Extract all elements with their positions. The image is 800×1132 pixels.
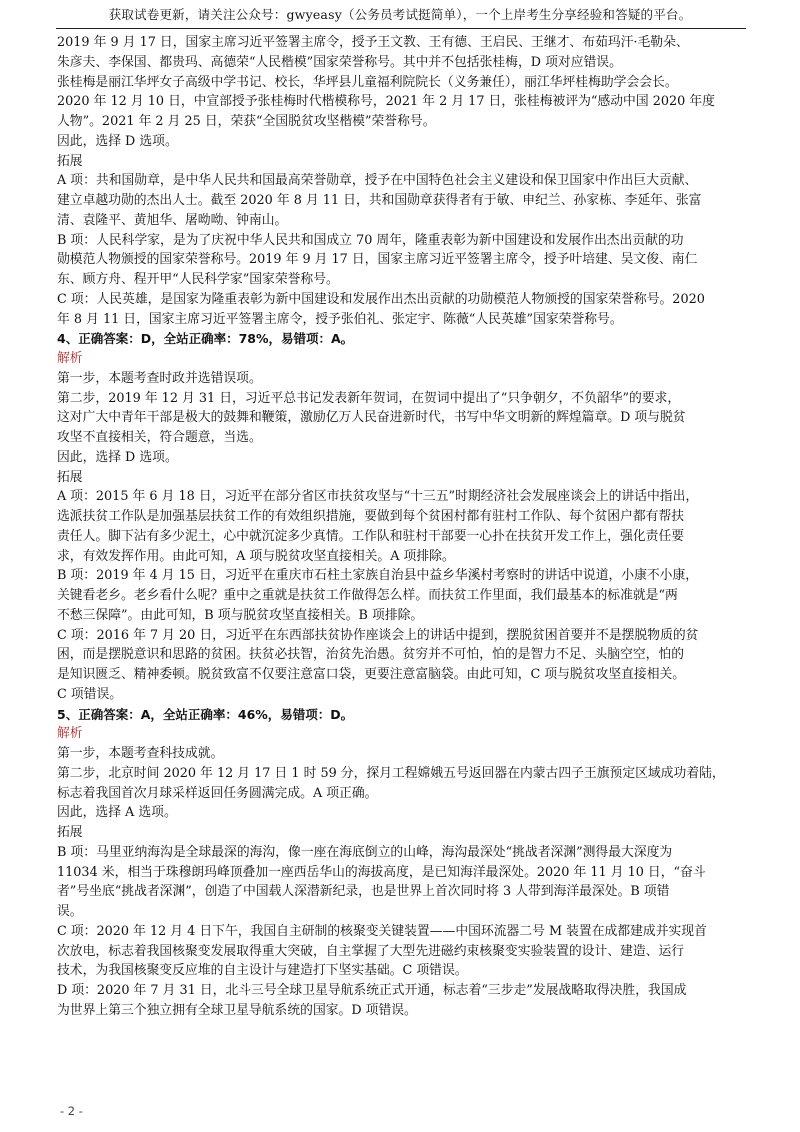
text-line: 年 8 月 11 日，国家主席习近平签署主席令，授予张伯礼、张定宇、陈薇“人民英雄”国家荣誉称号。 xyxy=(57,311,623,327)
text-line: 2019 年 9 月 17 日，国家主席习近平签署主席令，授予王文教、王有德、王启民、王继才、布茹玛汗·毛勒朵、 xyxy=(57,35,689,50)
text-line: D 项：2020 年 7 月 31 日，北斗三号全球卫星导航系统正式开通，标志着“三步走”发展战略取得决胜，我国成 xyxy=(57,983,687,998)
text-line: 拓展 xyxy=(57,469,83,485)
text-line: C 项：人民英雄，是国家为隆重表彰为新中国建设和发展作出杰出贡献的功勋模范人物颁授的国家荣誉称号。2020 xyxy=(57,291,705,307)
text-line: 11034 米，相当于珠穆朗玛峰顶叠加一座西岳华山的海拔高度，是已知海洋最深处。2020 年 11 月 10 日，“奋斗 xyxy=(57,864,706,880)
text-line: C 项：2020 年 12 月 4 日下午，我国自主研制的核聚变关键装置——中国环流器二号 M 装置在成都建成并实现首 xyxy=(57,923,707,939)
text-line: 第一步，本题考查科技成就。 xyxy=(57,746,224,761)
text-line: 次放电，标志着我国核聚变发展取得重大突破，自主掌握了大型先进磁约束核聚变实验装置的设计、建造、运行 xyxy=(57,943,685,959)
text-line: 这对广大中青年干部是极大的鼓舞和鞭策，激励亿万人民奋进新时代，书写中华文明新的辉煌篇章。D 项与脱贫 xyxy=(57,410,686,426)
text-line: 勋模范人物颁授的国家荣誉称号。2019 年 9 月 17 日，国家主席习近平签署主席令，授予叶培建、吴文俊、南仁 xyxy=(57,252,698,268)
text-line: B 项：马里亚纳海沟是全球最深的海沟，像一座在海底倒立的山峰，海沟最深处“挑战者深渊”测得最大深度为 xyxy=(57,844,673,860)
text-line: 拓展 xyxy=(57,825,83,840)
page-number: - 2 - xyxy=(60,1104,83,1118)
text-line: 标志着我国首次月球采样返回任务圆满完成。A 项正确。 xyxy=(57,785,378,801)
text-line: 朱彦夫、李保国、都贵玛、高德荣“人民楷模”国家荣誉称号。其中并不包括张桂梅，D 项对应错误。 xyxy=(57,54,622,70)
text-line: 第二步，北京时间 2020 年 12 月 17 日 1 时 59 分，探月工程嫦娥五号返回器在内蒙古四子王旗预定区域成功着陆， xyxy=(57,765,725,781)
text-line: 求，有效发挥作用。由此可知，A 项与脱贫攻坚直接相关。A 项排除。 xyxy=(57,548,455,564)
text-line: 误。 xyxy=(57,904,83,919)
text-line: C 项：2016 年 7 月 20 日，习近平在东西部扶贫协作座谈会上的讲话中提到，摆脱贫困首要并不是摆脱物质的贫 xyxy=(57,627,699,643)
text-line: 困，而是摆脱意识和思路的贫困。扶贫必扶智，治贫先治愚。贫穷并不可怕，怕的是智力不足、头脑空空，怕的 xyxy=(57,647,685,663)
document-body xyxy=(57,33,745,1021)
text-line: 第一步，本题考查时政并选错误项。 xyxy=(57,370,262,386)
text-line: 第二步，2019 年 12 月 31 日，习近平总书记发表新年贺词，在贺词中提出了“只争朝夕，不负韶华”的要求， xyxy=(57,390,681,406)
answer-heading: 5、正确答案：A，全站正确率：46%，易错项：D。 xyxy=(57,706,354,722)
header-divider xyxy=(56,28,746,29)
text-line: A 项：共和国勋章，是中华人民共和国最高荣誉勋章，授予在中国特色社会主义建设和保卫国家中作出巨大贡献、 xyxy=(57,173,698,189)
text-line: 拓展 xyxy=(57,153,83,169)
text-line: 清、袁隆平、黄旭华、屠呦呦、钟南山。 xyxy=(57,212,288,228)
text-line: 张桂梅是丽江华坪女子高级中学书记、校长，华坪县儿童福利院院长（义务兼任），丽江华坪桂梅助学会会长。 xyxy=(57,74,678,90)
text-line: A 项：2015 年 6 月 18 日，习近平在部分省区市扶贫攻坚与“十三五”时期经济社会发展座谈会上的讲话中指出， xyxy=(57,489,699,505)
text-line: B 项：人民科学家，是为了庆祝中华人民共和国成立 70 周年，隆重表彰为新中国建设和发展作出杰出贡献的功 xyxy=(57,232,684,248)
text-line: 因此，选择 A 选项。 xyxy=(57,805,177,821)
text-line: 因此，选择 D 选项。 xyxy=(57,133,178,149)
analysis-heading: 解析 xyxy=(57,351,83,366)
text-line: 人物”。2021 年 2 月 25 日，荣获“全国脱贫攻坚楷模”荣誉称号。 xyxy=(57,114,436,129)
analysis-heading: 解析 xyxy=(57,726,83,742)
page-header: 获取试卷更新，请关注公众号：gwyeasy（公务员考试挺简单），一个上岸考生分享经验和答疑的平台。 xyxy=(108,7,692,22)
answer-heading: 4、正确答案：D，全站正确率：78%，易错项：A。 xyxy=(57,331,354,347)
text-line: B 项：2019 年 4 月 15 日，习近平在重庆市石柱土家族自治县中益乡华溪村考察时的讲话中说道，小康不小康， xyxy=(57,568,699,584)
text-line: 者”号坐底“挑战者深渊”，创造了中国载人深潜新纪录，也是世界上首次同时将 3 人带到海洋最深处。B 项错 xyxy=(57,884,670,900)
text-line: 建立卓越功勋的杰出人士。截至 2020 年 8 月 11 日，共和国勋章获得者有于敏、申纪兰、孙家栋、李延年、张富 xyxy=(57,193,702,208)
text-line: 为世界上第三个独立拥有全球卫星导航系统的国家。D 项错误。 xyxy=(57,1002,417,1018)
text-line: C 项错误。 xyxy=(57,686,123,702)
text-line: 关键看老乡。老乡看什么呢？重中之重就是扶贫工作做得怎么样。而扶贫工作里面，我们最基本的标准就是“两 xyxy=(57,588,678,603)
text-line: 选派扶贫工作队是加强基层扶贫工作的有效组织措施，要做到每个贫困村都有驻村工作队、每个贫困户都有帮扶 xyxy=(57,509,685,524)
text-line: 因此，选择 D 选项。 xyxy=(57,449,178,465)
text-line: 技术，为我国核聚变反应堆的自主设计与建造打下坚实基础。C 项错误。 xyxy=(57,963,468,979)
text-line: 攻坚不直接相关，符合题意，当选。 xyxy=(57,430,262,445)
text-line: 东、顾方舟、程开甲“人民科学家”国家荣誉称号。 xyxy=(57,272,339,287)
text-line: 不愁三保障”。由此可知，B 项与脱贫攻坚直接相关。B 项排除。 xyxy=(57,607,424,623)
text-line: 责任人。脚下沾有多少泥土，心中就沉淀多少真情。工作队和驻村干部要一心扑在扶贫开发工作上，强化责任要 xyxy=(57,528,685,544)
text-line: 是知识匮乏、精神委顿。脱贫致富不仅要注意富口袋，更要注意富脑袋。由此可知，C 项与脱贫攻坚直接相关。 xyxy=(57,667,686,682)
text-line: 2020 年 12 月 10 日，中宣部授予张桂梅时代楷模称号，2021 年 2 月 17 日，张桂梅被评为“感动中国 2020 年度 xyxy=(57,94,715,110)
